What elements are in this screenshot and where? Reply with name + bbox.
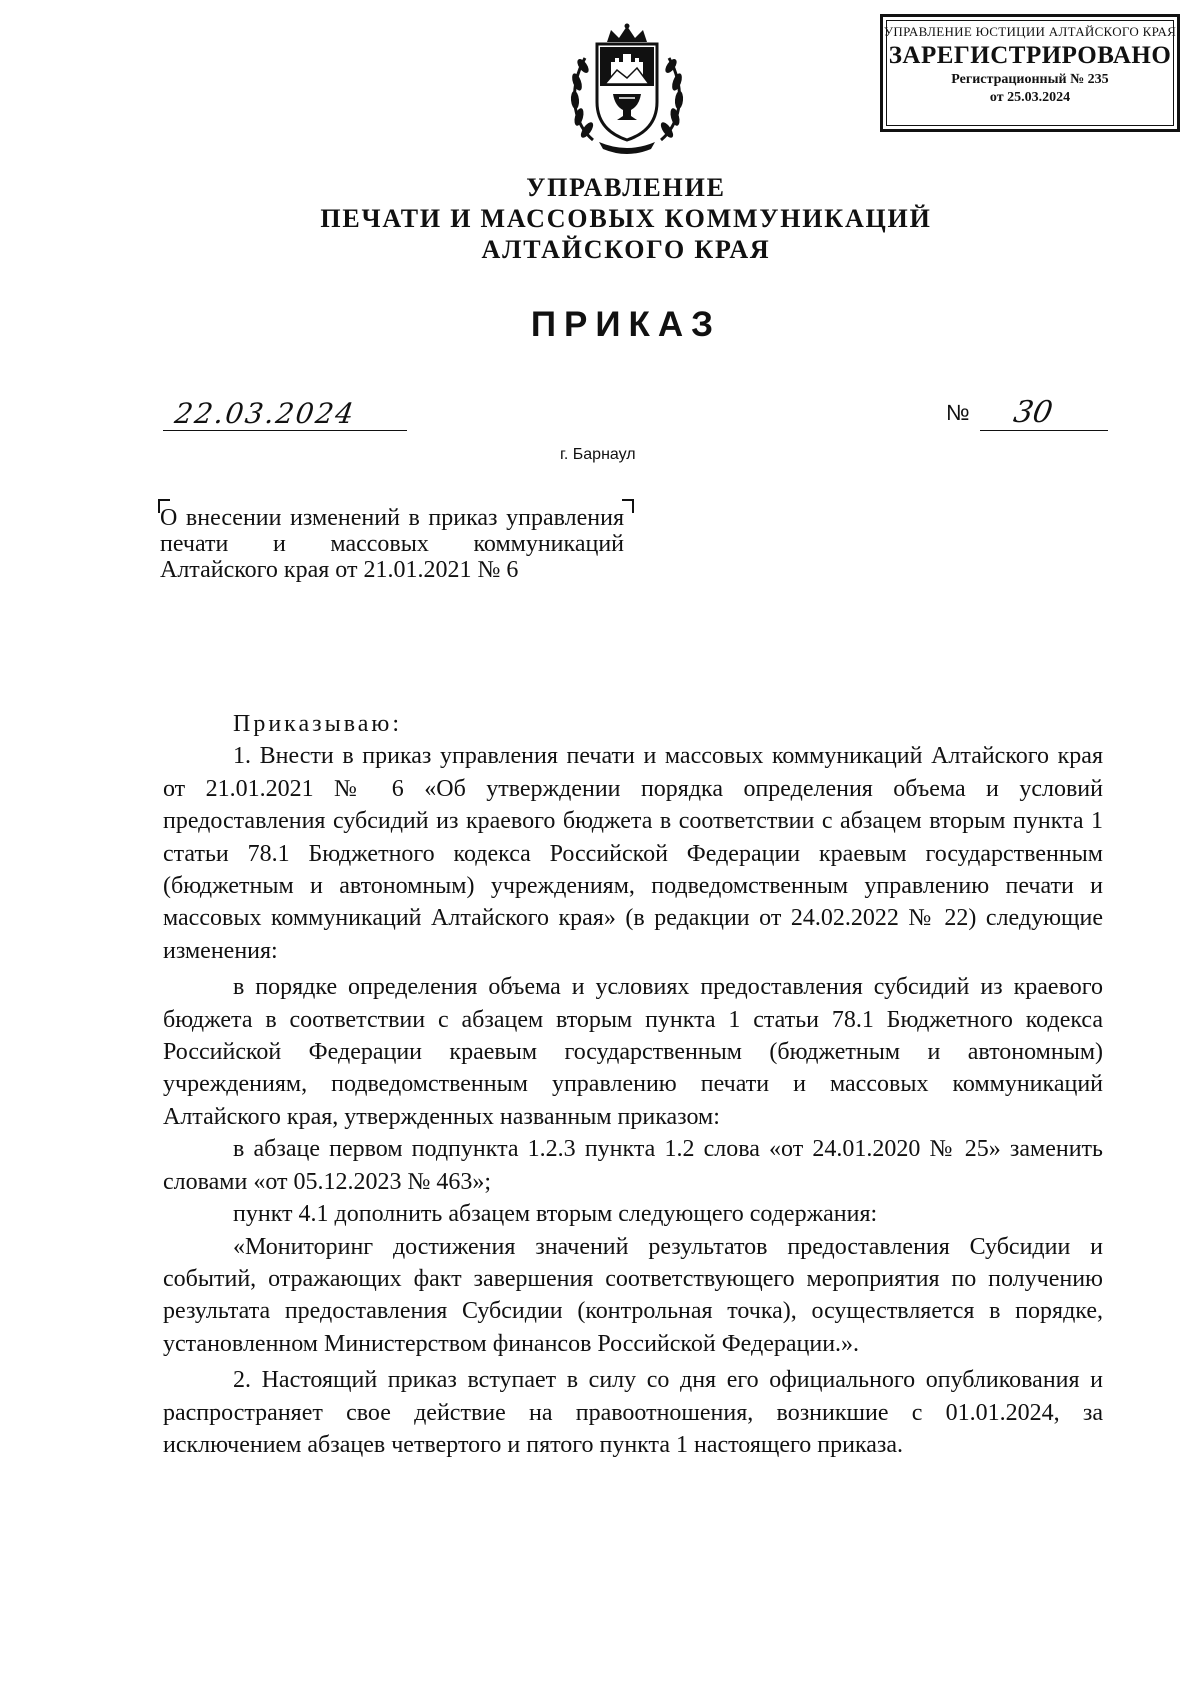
organization-name-line-1: УПРАВЛЕНИЕ bbox=[526, 173, 726, 202]
handwritten-number: 30 bbox=[1010, 395, 1056, 430]
order-lead: Приказываю: bbox=[233, 711, 402, 737]
corner-mark-right bbox=[622, 499, 634, 513]
paragraph-4: пункт 4.1 дополнить абзацем вторым следующего содержания: bbox=[233, 1201, 878, 1228]
organization-name-line-3: АЛТАЙСКОГО КРАЯ bbox=[481, 235, 771, 264]
document-body bbox=[163, 708, 1103, 1461]
date-field bbox=[163, 398, 407, 431]
number-label: № bbox=[946, 400, 970, 425]
document-subject bbox=[160, 505, 624, 583]
handwritten-date: 22.03.2024 bbox=[172, 397, 358, 430]
stamp-organization: УПРАВЛЕНИЕ ЮСТИЦИИ АЛТАЙСКОГО КРАЯ bbox=[883, 24, 1177, 39]
paragraph-6: 2. Настоящий приказ вступает в силу со дня его официального опубликования и распространяет свое действие на правоотношения, возникшие с 01.01.2024, за исключением абзацев четвертого и пятого пункта 1 настоящего приказа. bbox=[163, 1367, 1103, 1458]
registration-stamp bbox=[880, 14, 1180, 132]
number-field bbox=[980, 395, 1108, 431]
stamp-registration-date: от 25.03.2024 bbox=[989, 90, 1071, 105]
paragraph-3: в абзаце первом подпункта 1.2.3 пункта 1.2 слова «от 24.01.2020 № 25» заменить словами «от 05.12.2023 № 463»; bbox=[163, 1136, 1103, 1195]
city-name: г. Барнаул bbox=[560, 446, 636, 463]
subject-text: О внесении изменений в приказ управления печати и массовых коммуникаций Алтайского края от 21.01.2021 № 6 bbox=[160, 505, 624, 583]
organization-name bbox=[200, 172, 1052, 265]
paragraph-1: 1. Внести в приказ управления печати и массовых коммуникаций Алтайского края от 21.01.2021 № 6 «Об утверждении порядка определения объема и условий предоставления субсидий из краевого бюджета в соответствии с абзацем вторым пункта 1 статьи 78.1 Бюджетного кодекса Российской Федерации краевым государственным (бюджетным и автономным) учреждениям, подведомственным управлению печати и массовых коммуникаций Алтайского края» (в редакции от 24.02.2022 № 22) следующие изменения: bbox=[163, 743, 1103, 964]
stamp-registration-number: Регистрационный № 235 bbox=[951, 72, 1109, 87]
corner-mark-left bbox=[158, 499, 170, 513]
stamp-status: ЗАРЕГИСТРИРОВАНО bbox=[888, 42, 1172, 69]
organization-name-line-2: ПЕЧАТИ И МАССОВЫХ КОММУНИКАЦИЙ bbox=[320, 204, 932, 233]
altai-krai-coat-of-arms-icon bbox=[565, 22, 689, 156]
paragraph-2: в порядке определения объема и условиях предоставления субсидий из краевого бюджета в соответствии с абзацем вторым пункта 1 статьи 78.1 Бюджетного кодекса Российской Федерации краевым государственным (бюджетным и автономным) учреждениям, подведомственным управлению печати и массовых коммуникаций Алтайского края, утвержденных названным приказом: bbox=[163, 974, 1103, 1130]
document-type-title: ПРИКАЗ bbox=[530, 305, 722, 344]
paragraph-5: «Мониторинг достижения значений результатов предоставления Субсидии и событий, отражающих факт завершения соответствующего мероприятия по получению результата предоставления Субсидии (контрольная точка), осуществляется в порядке, установленном Министерством финансов Российской Федерации.». bbox=[163, 1233, 1103, 1357]
